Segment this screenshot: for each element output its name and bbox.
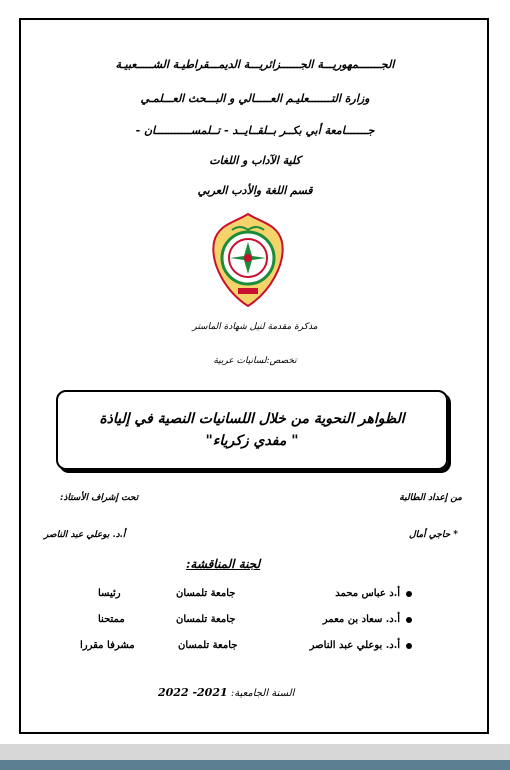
department-header: قسم اللغة والأدب العربي bbox=[197, 184, 313, 197]
footer-strip bbox=[0, 760, 510, 770]
committee-member-1-name: أ.د عباس محمد bbox=[335, 588, 412, 599]
academic-year bbox=[158, 686, 294, 699]
university-emblem-icon bbox=[210, 212, 286, 308]
thesis-title-box bbox=[56, 390, 448, 470]
supervision-label: تحت إشراف الأستاذ: bbox=[60, 493, 139, 503]
committee-member-2-name: أ.د. سعاد بن معمر bbox=[323, 614, 412, 625]
ministry-header: وزارة التـــــــعليـم العـــــالي و البـــحث العـــلمـي bbox=[140, 92, 370, 105]
bullet-icon bbox=[406, 591, 412, 597]
footer-bar bbox=[0, 744, 510, 770]
committee-member-3-name: أ.د. بوعلي عبد الناصر bbox=[310, 640, 412, 651]
memo-statement: مذكرة مقدمة لنيل شهادة الماستر bbox=[192, 322, 318, 332]
committee-member-1-role: رئيسا bbox=[98, 588, 121, 599]
academic-year-label: السنة الجامعية: bbox=[230, 688, 295, 699]
thesis-title-line2: " مفدي زكرياء" bbox=[205, 433, 299, 449]
committee-heading: لجنة المناقشة: bbox=[186, 557, 261, 571]
thesis-title-line1: الظواهر النحوية من خلال اللسانيات النصية في إلياذة bbox=[99, 411, 405, 427]
faculty-header: كلية الآداب و اللغات bbox=[209, 154, 301, 167]
committee-member-1-university: جامعة تلمسان bbox=[176, 588, 236, 599]
bullet-icon bbox=[406, 643, 412, 649]
committee-member-3-university: جامعة تلمسان bbox=[178, 640, 238, 651]
supervisor-name: أ.د. بوعلي عبد الناصر bbox=[44, 530, 126, 540]
committee-member-2-role: ممتحنا bbox=[98, 614, 125, 625]
university-header: جـــــــامعة أبي بكــر بــلقــايــد - تــلمســـــــــــان - bbox=[135, 124, 375, 137]
prepared-by-label: من إعداد الطالبة bbox=[399, 493, 462, 503]
committee-member-3-role: مشرفا مقررا bbox=[80, 640, 135, 651]
republic-header: الجـــــــمهوريـــة الجــــــزائريـــة الديمـــقراطيـة الشـــــعبيـة bbox=[115, 58, 395, 71]
specialty-label: تخصص:لسانيات عربية bbox=[213, 356, 297, 366]
committee-member-2-university: جامعة تلمسان bbox=[176, 614, 236, 625]
student-name: * حاجي أمال bbox=[409, 530, 458, 540]
bullet-icon bbox=[406, 617, 412, 623]
academic-year-value: 2021- 2022 bbox=[158, 686, 228, 699]
